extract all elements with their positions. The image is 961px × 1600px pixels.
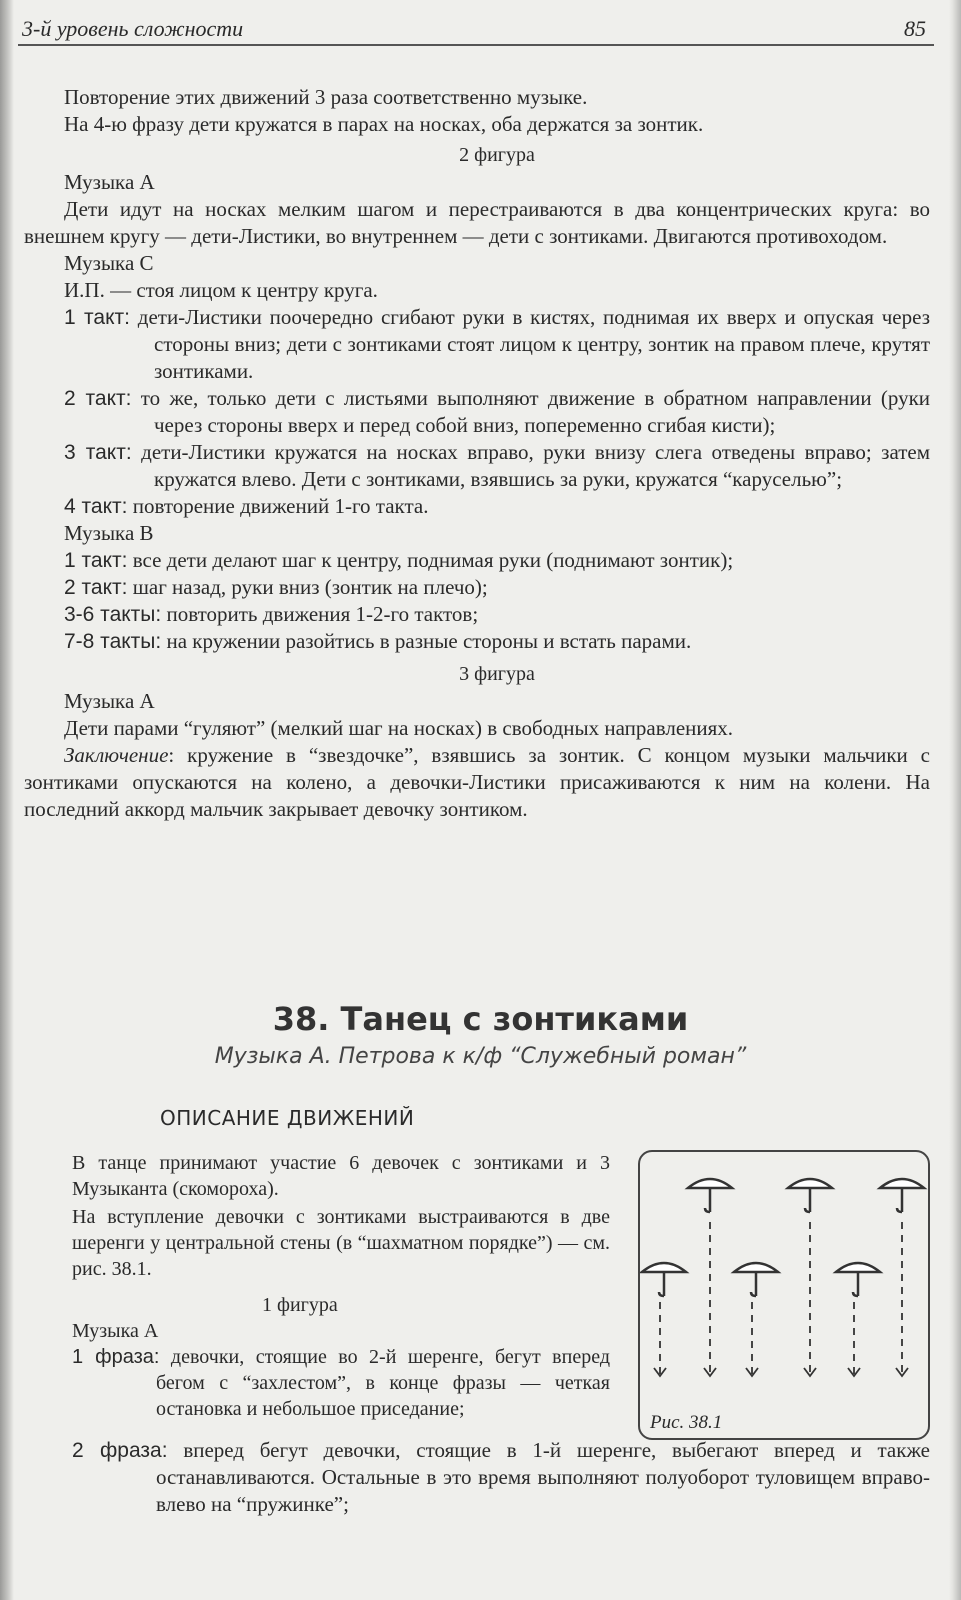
step-text: повторение движений 1-го такта. bbox=[132, 494, 429, 518]
music-label: Музыка С bbox=[64, 251, 154, 275]
umbrella-icon bbox=[836, 1263, 880, 1296]
step-label: 1 такт: bbox=[64, 306, 130, 329]
phrase-item bbox=[72, 1437, 930, 1518]
step-item bbox=[64, 628, 930, 655]
phrase-label: 1 фраза: bbox=[72, 1346, 160, 1368]
step-label: 2 такт: bbox=[64, 387, 132, 410]
phrase-text: вперед бегут девочки, стоящие в 1-й шеренге, выбегают вперед и также останавливаются. Остальные в это время выполняют полуоборот туловищем вправо-влево на “пружинке”; bbox=[156, 1438, 930, 1516]
figure-heading: 3 фигура bbox=[459, 663, 535, 685]
umbrella-icon bbox=[642, 1263, 686, 1296]
step-label: 1 такт: bbox=[64, 549, 128, 572]
chapter-title: 38. Танец с зонтиками bbox=[272, 1000, 689, 1038]
paragraph: Повторение этих движений 3 раза соответственно музыке. bbox=[64, 85, 588, 109]
conclusion-paragraph bbox=[24, 742, 930, 823]
conclusion-text: : кружение в “звездочке”, взявшись за зонтик. С концом музыки мальчики с зонтиками опускаются на колено, а девочки-Листики присаживаются к ним на колени. На последний аккорд мальчик закрывает девочку зонтиком. bbox=[24, 743, 930, 821]
umbrella-icon bbox=[880, 1179, 924, 1212]
music-label: Музыка А bbox=[72, 1320, 159, 1342]
paragraph: На вступление девочки с зонтиками выстраиваются в две шеренги у центральной стены (в “шахматном порядке”) — см. рис. 38.1. bbox=[72, 1206, 610, 1280]
step-text: дети-Листики поочередно сгибают руки в кистях, поднимая их вверх и опуская через стороны вниз; дети с зонтиками стоят лицом к центру, зонтик на правом плече, крутят зонтиками. bbox=[137, 305, 930, 383]
figure-caption: Рис. 38.1 bbox=[650, 1412, 723, 1433]
umbrella-icon bbox=[688, 1179, 732, 1212]
phrase-label: 2 фраза: bbox=[72, 1439, 168, 1462]
step-item bbox=[64, 601, 930, 628]
conclusion-label: Заключение bbox=[64, 743, 169, 767]
step-text: все дети делают шаг к центру, поднимая руки (поднимают зонтик); bbox=[132, 548, 734, 572]
chapter-subtitle: Музыка А. Петрова к к/ф “Служебный роман” bbox=[214, 1044, 747, 1069]
phrase-text: девочки, стоящие во 2-й шеренге, бегут вперед бегом с “захлестом”, в конце фразы — четкая остановка и небольшое приседание; bbox=[156, 1346, 610, 1420]
step-item bbox=[64, 493, 930, 520]
page-edge-shadow-right bbox=[949, 0, 961, 1600]
paragraph: На 4-ю фразу дети кружатся в парах на носках, оба держатся за зонтик. bbox=[64, 112, 704, 136]
step-text: дети-Листики кружатся на носках вправо, руки внизу слега отведены вправо; затем кружатся влево. Дети с зонтиками, взявшись за руки, кружатся “каруселью”; bbox=[141, 440, 931, 491]
music-label: Музыка А bbox=[64, 170, 155, 194]
step-label: 7-8 такты: bbox=[64, 630, 162, 653]
running-header bbox=[18, 10, 934, 46]
paragraph: В танце принимают участие 6 девочек с зонтиками и 3 Музыканта (скомороха). bbox=[72, 1152, 610, 1200]
section-heading: ОПИСАНИЕ ДВИЖЕНИЙ bbox=[160, 1106, 415, 1130]
step-item bbox=[64, 385, 930, 439]
step-item bbox=[64, 574, 930, 601]
umbrella-icon bbox=[734, 1263, 778, 1296]
step-text: на кружении разойтись в разные стороны и встать парами. bbox=[166, 629, 692, 653]
music-label: Музыка В bbox=[64, 521, 154, 545]
figure-heading: 1 фигура bbox=[262, 1294, 338, 1316]
phrase-item bbox=[72, 1344, 610, 1422]
paragraph-text: Дети идут на носках мелким шагом и перестраиваются в два концентрических круга: во внешнем кругу — дети-Листики, во внутреннем — дети с зонтиками. Двигаются противоходом. bbox=[24, 197, 930, 248]
page-edge-shadow bbox=[0, 0, 14, 1600]
page-number: 85 bbox=[904, 16, 926, 41]
step-item bbox=[64, 547, 930, 574]
step-label: 2 такт: bbox=[64, 576, 128, 599]
step-label: 3-6 такты: bbox=[64, 603, 162, 626]
bottom-text-block bbox=[72, 1437, 930, 1518]
umbrella-diagram bbox=[640, 1152, 928, 1438]
paragraph bbox=[24, 196, 930, 250]
step-text: повторить движения 1-2-го тактов; bbox=[166, 602, 479, 626]
step-label: 4 такт: bbox=[64, 495, 128, 518]
paragraph: Дети парами “гуляют” (мелкий шаг на носках) в свободных направлениях. bbox=[64, 716, 734, 740]
step-label: 3 такт: bbox=[64, 441, 132, 464]
music-label: Музыка А bbox=[64, 689, 155, 713]
body-column bbox=[72, 1150, 610, 1422]
figure-heading: 2 фигура bbox=[459, 144, 535, 166]
figure-38-1 bbox=[638, 1150, 930, 1440]
step-item bbox=[64, 439, 930, 493]
starting-position: И.П. — стоя лицом к центру круга. bbox=[64, 278, 378, 302]
step-text: то же, только дети с листьями выполняют движение в обратном направлении (руки через стороны вверх и перед собой вниз, попеременно сгибая кисти); bbox=[140, 386, 931, 437]
top-text-block bbox=[24, 84, 931, 823]
header-section-title: 3-й уровень сложности bbox=[22, 16, 244, 41]
umbrella-icon bbox=[788, 1179, 832, 1212]
step-item bbox=[64, 304, 930, 385]
step-text: шаг назад, руки вниз (зонтик на плечо); bbox=[132, 575, 488, 599]
